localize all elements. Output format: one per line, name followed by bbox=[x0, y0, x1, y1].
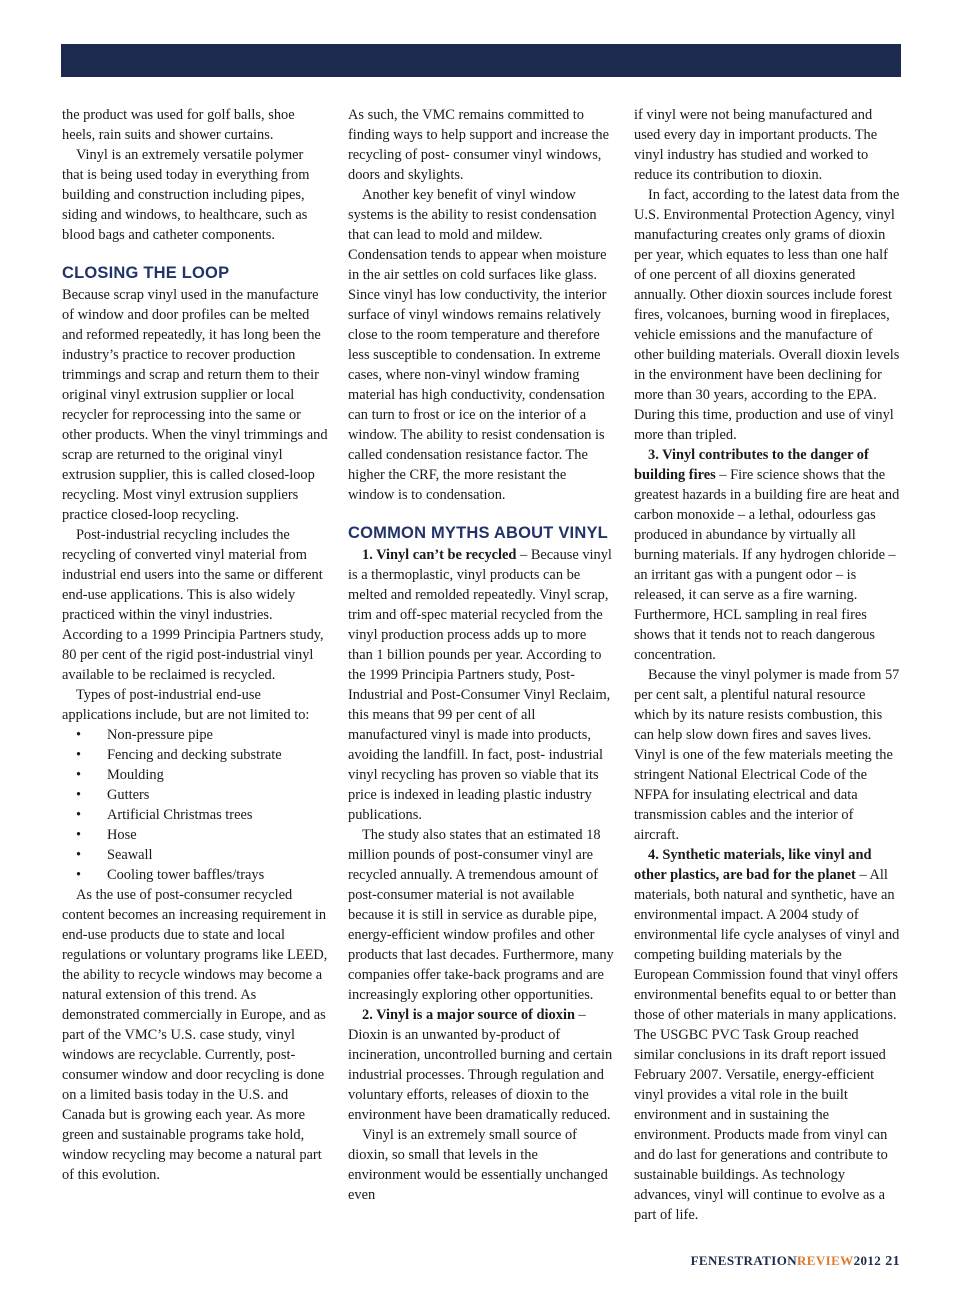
myth-text: – All materials, both natural and synthetic, have an environmental impact. A 2004 study of environmental life cycle analyses of vinyl and competing building materials by the European Commission found that vinyl offers environmental benefits equal to or better than those of other materials in many applications. The USGBC PVC Task Group reached similar conclusions in its draft report issued February 2007. Versatile, energy-efficient vinyl provides a vital role in the built environment and in sustaining the environment. Products made from vinyl can and do last for generations and contribute to sustainable buildings. As technology advances, vinyl will continue to evolve as a part of life. bbox=[634, 867, 900, 1223]
myth-lead: 2. Vinyl is a major source of dioxin bbox=[362, 1007, 575, 1023]
footer-brand: FENESTRATION bbox=[690, 1253, 797, 1268]
list-item: • Moulding bbox=[62, 765, 328, 785]
paragraph: Vinyl is an extremely versatile polymer that is being used today in everything from building and construction including pipes, siding and windows, to healthcare, such as blood bags and catheter components. bbox=[62, 147, 310, 243]
paragraph: Post-industrial recycling includes the recycling of converted vinyl material from industrial end users into the same or different end-use applications. This is also widely practiced within the vinyl industries. According to a 1999 Principia Partners study, 80 per cent of the rigid post-industrial vinyl available to be reclaimed is recycled. bbox=[62, 527, 324, 683]
list-item: • Seawall bbox=[62, 845, 328, 865]
paragraph: Because the vinyl polymer is made from 57 per cent salt, a plentiful natural resource which by its nature resists combustion, this can help slow down fires and saves lives. Vinyl is one of the few materials meeting the stringent National Electrical Code of the NFPA for insulating electrical and data transmission cables and the interior of aircraft. bbox=[634, 667, 900, 843]
column-3 bbox=[634, 105, 900, 1225]
myth-lead: 3. Vinyl contributes to the danger of building fires bbox=[634, 447, 869, 483]
footer-brand-accent: REVIEW bbox=[797, 1253, 854, 1268]
column-2 bbox=[348, 105, 614, 1205]
myth-lead: 1. Vinyl can’t be recycled bbox=[362, 547, 517, 563]
section-heading-closing-the-loop: CLOSING THE LOOP bbox=[62, 264, 230, 282]
paragraph: Another key benefit of vinyl window systems is the ability to resist condensation that can lead to mold and mildew. Condensation tends to appear when moisture in the air settles on cold surfaces like glass. Since vinyl has low conductivity, the interior surface of vinyl windows remains relatively close to the room temperature and therefore less susceptible to condensation. In extreme cases, where non-vinyl window framing material has high conductivity, condensation can turn to frost or ice on the interior of a window. The ability to resist condensation is called condensation resistance factor. The higher the CRF, the more resistant the window is to condensation. bbox=[348, 187, 607, 503]
myth-2 bbox=[348, 1005, 614, 1125]
page-number: 21 bbox=[885, 1254, 900, 1269]
section-heading-common-myths: COMMON MYTHS ABOUT VINYL bbox=[348, 524, 608, 542]
list-item: • Gutters bbox=[62, 785, 328, 805]
paragraph: Types of post-industrial end-use applications include, but are not limited to: bbox=[62, 687, 310, 723]
paragraph: The study also states that an estimated 18 million pounds of post-consumer vinyl are recycled annually. A tremendous amount of post-consumer material is not available because it is still in service as durable pipe, energy-efficient window profiles and other products that last decades. Furthermore, many companies offer take-back programs and are increasingly exploring other opportunities. bbox=[348, 827, 614, 1003]
list-item: • Non-pressure pipe bbox=[62, 725, 328, 745]
column-1 bbox=[62, 105, 328, 1185]
myth-text: – Because vinyl is a thermoplastic, vinyl products can be melted and remolded repeatedly. Vinyl scrap, trim and off-spec material recycled from the vinyl production process adds up to more than 1 billion pounds per year. According to the 1999 Principia Partners study, Post-Industrial and Post-Consumer Vinyl Reclaim, this means that 99 per cent of all manufactured vinyl is made into products, avoiding the landfill. In fact, post- industrial vinyl recycling has proven so viable that its price is indexed in leading plastic industry publications. bbox=[348, 547, 612, 823]
myth-text: – Fire science shows that the greatest hazards in a building fire are heat and carbon monoxide – a lethal, odourless gas produced in abundance by virtually all burning materials. If any hydrogen chloride – an irritant gas with a pungent odor – is released, it can serve as a fire warning. Furthermore, HCL sampling in real fires shows that it tends not to reach dangerous concentration. bbox=[634, 467, 900, 663]
list-item: • Fencing and decking substrate bbox=[62, 745, 328, 765]
footer-year: 2012 bbox=[853, 1253, 882, 1268]
myth-lead: 4. Synthetic materials, like vinyl and other plastics, are bad for the planet bbox=[634, 847, 872, 883]
myth-3 bbox=[634, 445, 900, 665]
paragraph: As such, the VMC remains committed to finding ways to help support and increase the recycling of post- consumer vinyl windows, doors and skylights. bbox=[348, 107, 609, 183]
list-item: • Hose bbox=[62, 825, 328, 845]
paragraph: As the use of post-consumer recycled content becomes an increasing requirement in end-use products due to state and local regulations or voluntary programs like LEED, the ability to recycle windows may become a natural extension of this trend. As demonstrated commercially in Europe, and as part of the VMC’s U.S. case study, vinyl windows are recyclable. Currently, post-consumer window and door recycling is done on a limited basis today in the U.S. and Canada but is growing each year. As more green and sustainable programs take hold, window recycling may become a natural part of this evolution. bbox=[62, 887, 328, 1183]
page-footer bbox=[691, 1253, 900, 1270]
paragraph: if vinyl were not being manufactured and used every day in important products. The vinyl industry has studied and worked to reduce its contribution to dioxin. bbox=[634, 107, 878, 183]
header-bar bbox=[61, 44, 901, 77]
applications-list bbox=[62, 725, 328, 885]
paragraph: In fact, according to the latest data from the U.S. Environmental Protection Agency, vinyl manufacturing creates only grams of dioxin per year, which equates to less than one half of one percent of all dioxins generated annually. Other dioxin sources include forest fires, volcanoes, burning wood in fireplaces, vehicle emissions and the manufacture of other building materials. Overall dioxin levels in the environment have been declining for more than 30 years, according to the EPA. During this time, production and use of vinyl more than tripled. bbox=[634, 187, 900, 443]
list-item: • Artificial Christmas trees bbox=[62, 805, 328, 825]
paragraph: the product was used for golf balls, shoe heels, rain suits and shower curtains. bbox=[62, 107, 295, 143]
myth-1 bbox=[348, 545, 614, 825]
paragraph: Because scrap vinyl used in the manufacture of window and door profiles can be melted and reformed repeatedly, it has long been the industry’s practice to recover production trimmings and scrap and return them to their original vinyl extrusion supplier or local recycler for reprocessing into the same or other products. When the vinyl trimmings and scrap are returned to the original vinyl extrusion supplier, this is called closed-loop recycling. Most vinyl extrusion suppliers practice closed-loop recycling. bbox=[62, 287, 328, 523]
list-item: • Cooling tower baffles/trays bbox=[62, 865, 328, 885]
paragraph: Vinyl is an extremely small source of dioxin, so small that levels in the environment would be essentially unchanged even bbox=[348, 1127, 608, 1203]
myth-4 bbox=[634, 845, 900, 1225]
myth-text: – Dioxin is an unwanted by-product of incineration, uncontrolled burning and certain industrial processes. Through regulation and voluntary efforts, releases of dioxin to the environment have been dramatically reduced. bbox=[348, 1007, 613, 1123]
